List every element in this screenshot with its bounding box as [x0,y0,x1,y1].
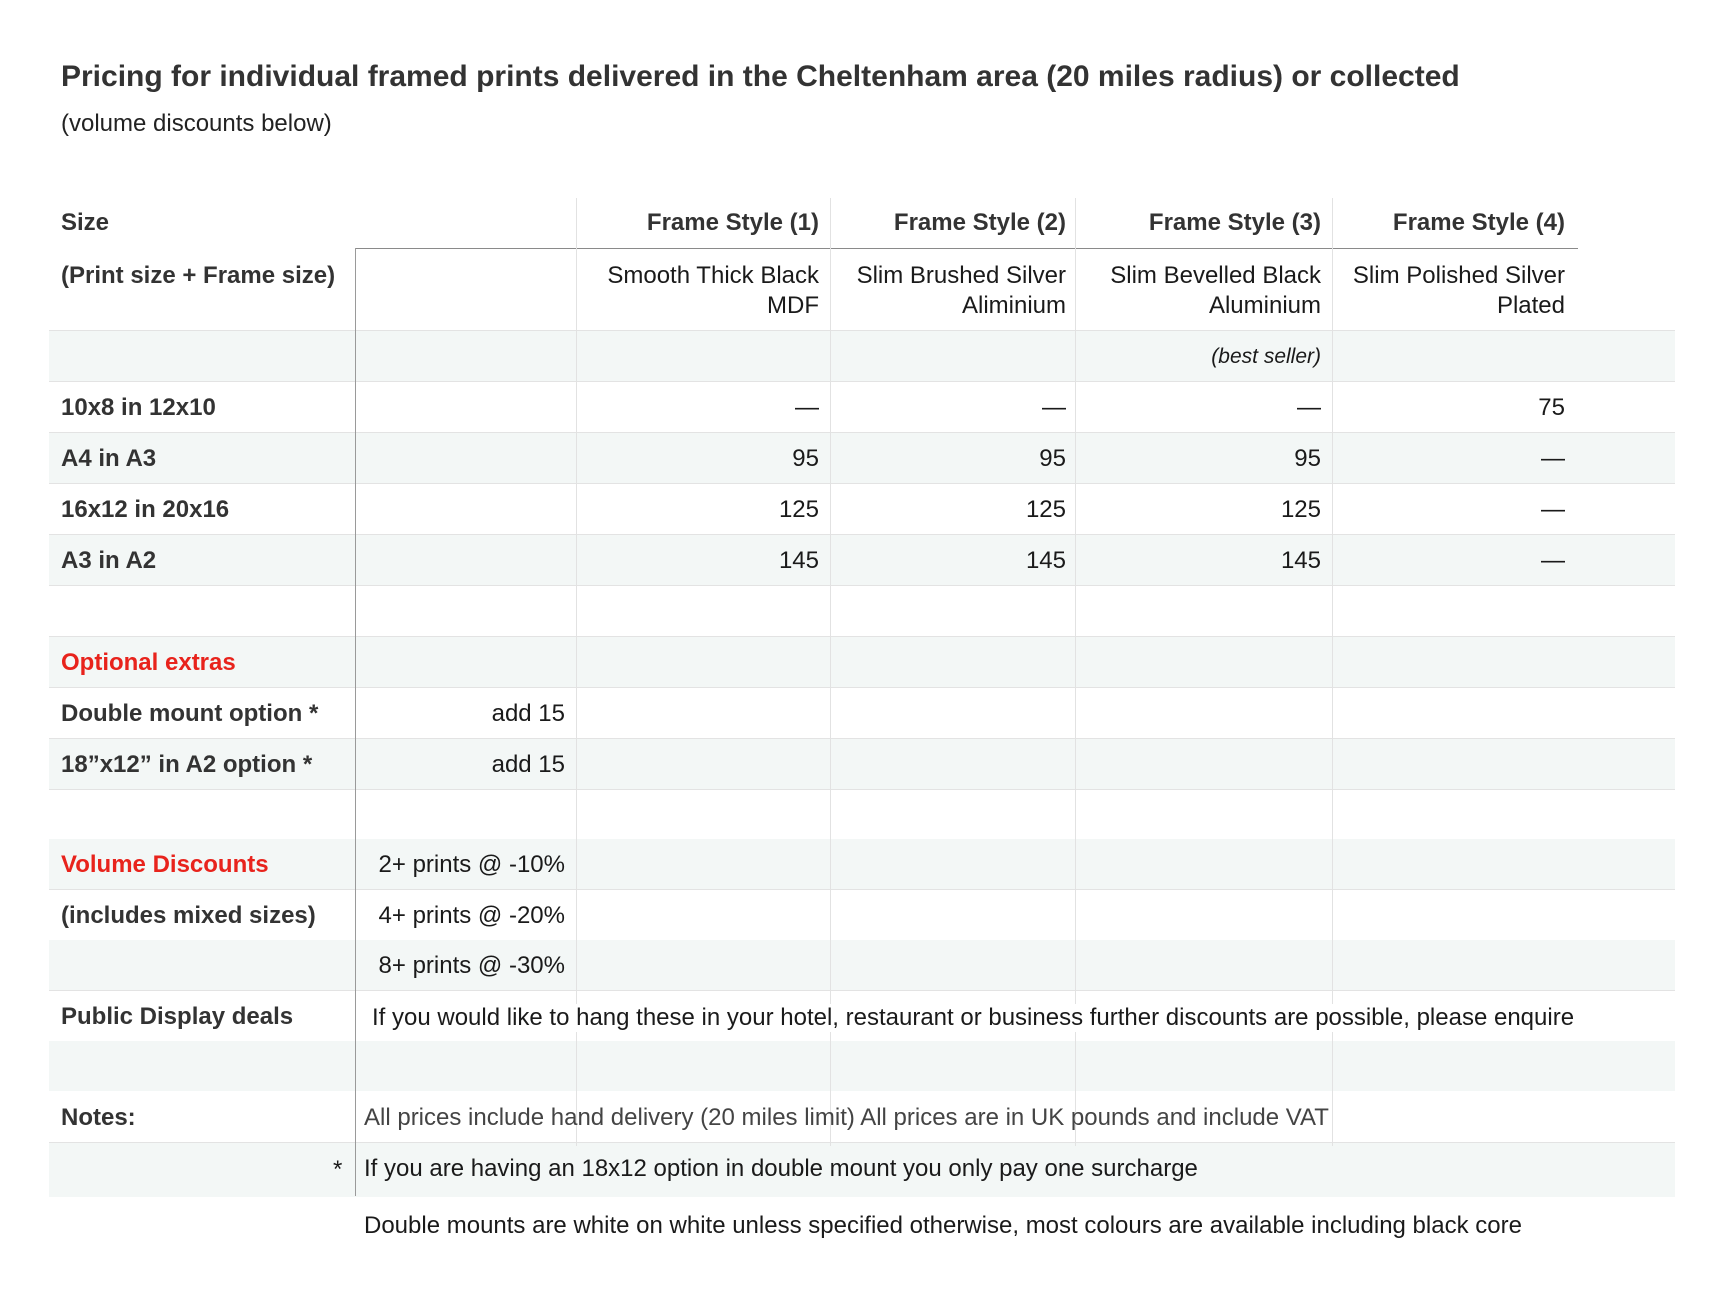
frame-style-4-header: Frame Style (4) [1392,209,1565,236]
notes-asterisk: * [333,1156,343,1183]
table-row [49,637,1675,688]
price-cell: 95 [1294,445,1321,472]
price-cell: 145 [778,547,819,574]
notes-label: Notes: [61,1104,136,1131]
frame-style-1-desc-line2: MDF [767,292,819,319]
frame-style-1-header: Frame Style (1) [646,209,819,236]
frame-style-4-desc-line1: Slim Polished Silver [1352,262,1565,289]
public-display-label: Public Display deals [61,1003,294,1030]
page-subtitle: (volume discounts below) [61,110,332,137]
price-cell: — [1042,394,1066,421]
notes-line-2: If you are having an 18x12 option in double mount you only pay one surcharge [364,1155,1198,1182]
public-display-text: If you would like to hang these in your hotel, restaurant or business further discounts are possible, please enquire [372,1004,1575,1031]
table-row-best-seller [49,331,1675,382]
notes-line-1: All prices include hand delivery (20 miles limit) All prices are in UK pounds and include VAT [364,1104,1329,1131]
price-cell: 75 [1538,394,1565,421]
volume-discounts-heading: Volume Discounts [61,851,269,878]
frame-style-2-desc-line2: Aliminium [961,292,1066,319]
table-row-spacer [49,586,1675,637]
optional-extras-heading: Optional extras [61,649,236,676]
frame-style-4-desc-line2: Plated [1496,292,1565,319]
price-cell: — [1541,445,1565,472]
size-subheader: (Print size + Frame size) [61,262,336,289]
price-cell: — [1541,496,1565,523]
price-cell: 95 [1039,445,1066,472]
price-cell: 125 [778,496,819,523]
column-divider [355,248,356,1196]
discount-tier: 8+ prints @ -30% [378,952,565,979]
frame-style-3-desc-line2: Aluminium [1208,292,1321,319]
price-cell: 95 [792,445,819,472]
notes-line-3: Double mounts are white on white unless specified otherwise, most colours are available including black core [364,1212,1522,1239]
table-row-spacer [49,790,1675,841]
frame-style-3-header: Frame Style (3) [1148,209,1321,236]
extra-label: 18”x12” in A2 option * [61,751,313,778]
size-label: 10x8 in 12x10 [61,394,216,421]
discount-tier: 4+ prints @ -20% [378,902,565,929]
frame-style-2-header: Frame Style (2) [893,209,1066,236]
frame-style-3-desc-line1: Slim Bevelled Black [1110,262,1321,289]
table-row-spacer [49,1041,1675,1091]
pricing-table [49,0,1675,1290]
price-cell: 125 [1280,496,1321,523]
price-cell: — [1297,394,1321,421]
table-row [49,940,1675,991]
size-label: 16x12 in 20x16 [61,496,230,523]
price-cell: — [795,394,819,421]
frame-style-2-desc-line1: Slim Brushed Silver [856,262,1066,289]
page-title: Pricing for individual framed prints delivered in the Cheltenham area (20 miles radius) or collected [61,60,1460,93]
extra-label: Double mount option * [61,700,319,727]
table-row [49,839,1675,890]
discount-tier: 2+ prints @ -10% [378,851,565,878]
price-cell: 145 [1280,547,1321,574]
price-cell: 125 [1025,496,1066,523]
extra-value: add 15 [491,751,565,778]
volume-discounts-sub: (includes mixed sizes) [61,902,316,929]
extra-value: add 15 [491,700,565,727]
price-cell: — [1541,547,1565,574]
frame-style-1-desc-line1: Smooth Thick Black [607,262,819,289]
best-seller-label: (best seller) [1211,345,1321,368]
price-cell: 145 [1025,547,1066,574]
size-header: Size [61,209,110,236]
size-label: A4 in A3 [61,445,157,472]
size-label: A3 in A2 [61,547,157,574]
header-divider [356,248,1578,249]
